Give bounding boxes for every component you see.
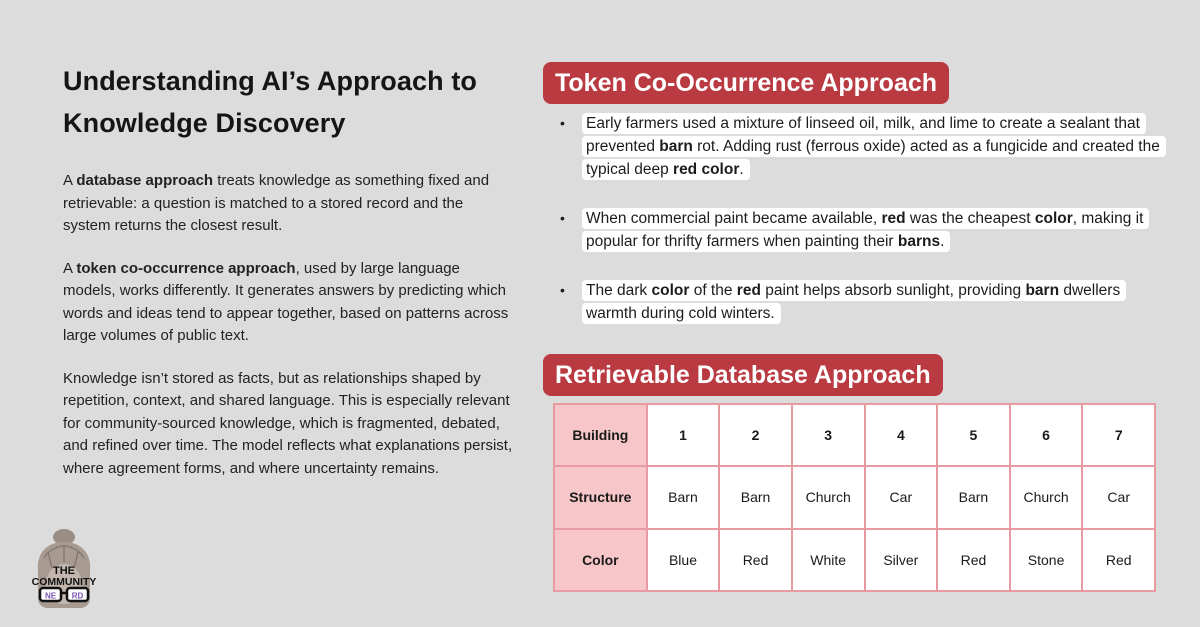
table-cell: 1	[647, 404, 720, 466]
intro-section	[63, 60, 513, 480]
logo-lens-left: NE	[44, 591, 57, 601]
title-line-2: Knowledge Discovery	[63, 108, 346, 138]
table-cell: Church	[792, 466, 865, 528]
table-cell: Barn	[647, 466, 720, 528]
table-cell: 7	[1082, 404, 1155, 466]
table-cell: Red	[937, 529, 1010, 591]
row-header: Color	[554, 529, 647, 591]
community-nerd-logo	[26, 528, 102, 610]
table-row-structure	[554, 466, 1155, 528]
row-header: Structure	[554, 466, 647, 528]
table-cell: 6	[1010, 404, 1083, 466]
paragraph-database: A database approach treats knowledge as something fixed and retrievable: a question is matched to a stored record and the system returns the closest result.	[63, 172, 490, 234]
table-cell: 2	[719, 404, 792, 466]
token-bullets	[560, 112, 1160, 351]
bullet-dot: •	[560, 210, 565, 226]
token-approach-heading: Token Co-Occurrence Approach	[543, 62, 949, 104]
bullet-item: • Early farmers used a mixture of linseed oil, milk, and lime to create a sealant that prevented barn rot. Adding rust (ferrous oxide) acted as a fungicide and created the typical deep red color.	[560, 112, 1160, 181]
table-row-color	[554, 529, 1155, 591]
database-approach-heading: Retrievable Database Approach	[543, 354, 943, 396]
table-cell: Silver	[865, 529, 938, 591]
logo-text-the: THE	[53, 565, 75, 577]
table-cell: Barn	[937, 466, 1010, 528]
table-cell: Church	[1010, 466, 1083, 528]
bullet-dot: •	[560, 115, 565, 131]
table-cell: 3	[792, 404, 865, 466]
bullet-item: • When commercial paint became available, red was the cheapest color, making it popular for thrifty farmers when painting their barns.	[560, 207, 1160, 253]
bullet-item: • The dark color of the red paint helps absorb sunlight, providing barn dwellers warmth during cold winters.	[560, 279, 1160, 325]
paragraph-knowledge: Knowledge isn’t stored as facts, but as relationships shaped by repetition, context, and shared language. This is especially relevant for community-sourced knowledge, which is fragmented, debated, and refined over time. The model reflects what explanations persist, where agreement forms, and where uncertainty remains.	[63, 369, 513, 477]
row-header: Building	[554, 404, 647, 466]
table-cell: Red	[719, 529, 792, 591]
table-cell: White	[792, 529, 865, 591]
page-title	[63, 60, 513, 144]
logo-lens-right: RD	[71, 591, 84, 601]
table-cell: 5	[937, 404, 1010, 466]
table-row-building	[554, 404, 1155, 466]
paragraph-token: A token co-occurrence approach, used by large language models, works differently. It generates answers by predicting which words and ideas tend to appear together, based on patterns across large volumes of public text.	[63, 259, 509, 344]
logo-text-community: COMMUNITY	[31, 576, 97, 588]
table-cell: Blue	[647, 529, 720, 591]
table-cell: Car	[865, 466, 938, 528]
database-table	[553, 403, 1156, 592]
table-cell: Car	[1082, 466, 1155, 528]
table-cell: Stone	[1010, 529, 1083, 591]
table-cell: 4	[865, 404, 938, 466]
title-line-1: Understanding AI’s Approach to	[63, 66, 478, 96]
bullet-dot: •	[560, 282, 565, 298]
table-cell: Red	[1082, 529, 1155, 591]
table-cell: Barn	[719, 466, 792, 528]
